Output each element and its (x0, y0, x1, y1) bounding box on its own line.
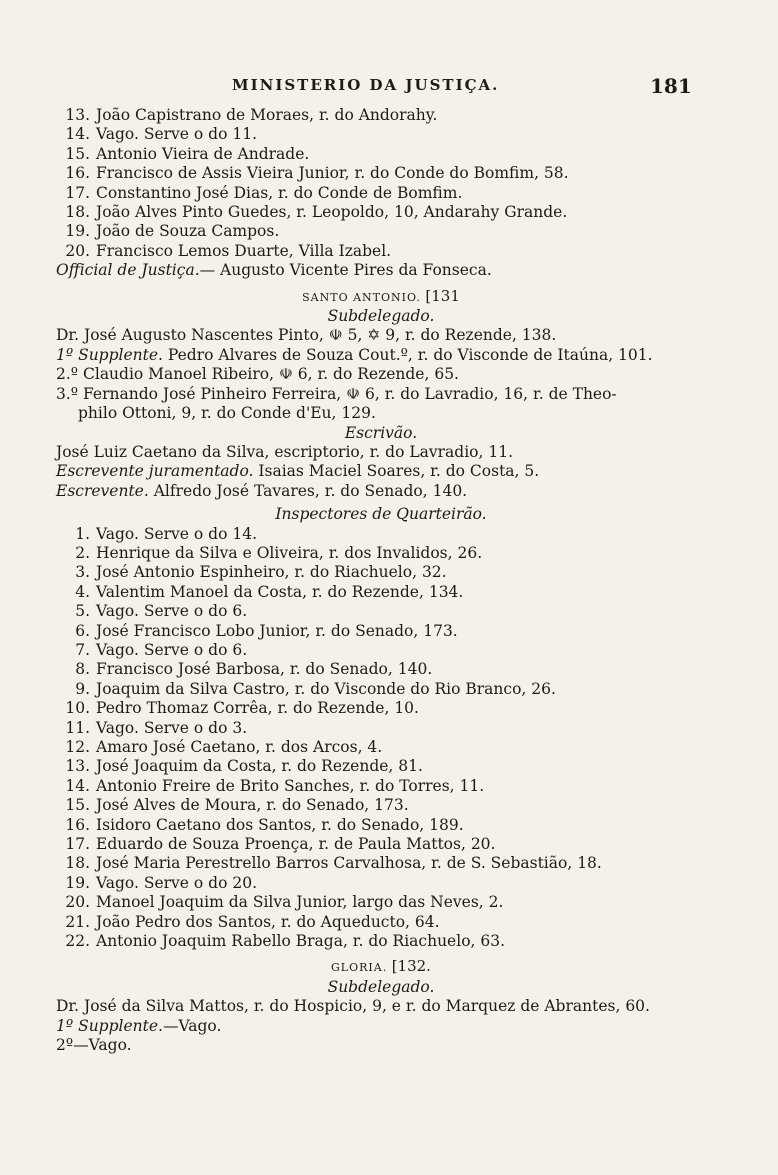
list-item (56, 893, 706, 912)
list-item-number: 9. (75, 679, 90, 698)
list-item-text: João Pedro dos Santos, r. do Aqueducto, 64. (96, 912, 440, 931)
list-item-number: 20. (65, 241, 90, 260)
list-item-number: 18. (65, 854, 90, 873)
escrevente-label: Escrevente. (56, 481, 149, 500)
gloria-subdelegado-line: Dr. José da Silva Mattos, r. do Hospicio, 9, e r. do Marquez de Abrantes, 60. (56, 997, 650, 1016)
escrevente-juramentado-label: Escrevente juramentado. (56, 462, 254, 481)
list-item-text: José Antonio Espinheiro, r. do Riachuelo, 32. (96, 563, 447, 582)
official-label: Official de Justiça. (56, 261, 200, 280)
list-item-number: 16. (65, 164, 90, 183)
page-header (0, 76, 778, 102)
list-item (56, 563, 706, 582)
list-item-number: 3. (75, 563, 90, 582)
list-item (56, 719, 706, 738)
list-item-text: Vago. Serve o do 6. (96, 602, 248, 621)
list-item-number: 4. (75, 582, 90, 601)
subdelegado-line: Dr. José Augusto Nascentes Pinto, ☫ 5, ✡ 9, r. do Rezende, 138. (56, 326, 557, 345)
list-item-text: Pedro Thomaz Corrêa, r. do Rezende, 10. (96, 699, 419, 718)
list-item (56, 583, 706, 602)
list-item-text: Amaro José Caetano, r. dos Arcos, 4. (96, 738, 383, 756)
list-item-number: 20. (65, 893, 90, 912)
list-item (56, 777, 706, 796)
list-item-text: João Alves Pinto Guedes, r. Leopoldo, 10, Andarahy Grande. (96, 203, 568, 222)
subheading-subdelegado: Subdelegado. (327, 307, 435, 326)
subheading-subdelegado: Subdelegado. (327, 977, 435, 996)
supplente-3-continuation: philo Ottoni, 9, r. do Conde d'Eu, 129. (78, 404, 376, 423)
supplente-3-line: 3.º Fernando José Pinheiro Ferreira, ☫ 6, r. do Lavradio, 16, r. de Theo- (56, 384, 617, 403)
supplente-1-label: 1º Supplente. (56, 345, 163, 364)
list-item-text: Antonio Vieira de Andrade. (96, 144, 310, 163)
list-item-text: Henrique da Silva e Oliveira, r. dos Invalidos, 26. (96, 543, 483, 562)
list-item-number: 18. (65, 203, 90, 222)
list-item (56, 164, 706, 183)
list-item-number: 10. (65, 699, 90, 718)
escrevente-text: Alfredo José Tavares, r. do Senado, 140. (153, 481, 468, 500)
list-item (56, 835, 706, 854)
list-item-number: 16. (65, 815, 90, 834)
list-item-text: Joaquim da Silva Castro, r. do Visconde do Rio Branco, 26. (96, 679, 556, 698)
section-number: [132. (391, 957, 431, 976)
list-item-text: Francisco Lemos Duarte, Villa Izabel. (96, 241, 392, 260)
list-item-number: 6. (75, 621, 90, 640)
list-item-number: 22. (65, 932, 90, 951)
section-title: GLORIA. (331, 961, 388, 975)
list-item-text: Manoel Joaquim da Silva Junior, largo das Neves, 2. (96, 893, 504, 912)
list-item-number: 5. (75, 602, 90, 621)
list-item (56, 622, 706, 641)
list-item-number: 19. (65, 222, 90, 241)
list-item-number: 17. (65, 183, 90, 202)
list-item (56, 699, 706, 718)
list-item (56, 660, 706, 679)
list-item (56, 816, 706, 835)
list-item (56, 874, 706, 893)
list-item-text: José Francisco Lobo Junior, r. do Senado, 173. (96, 621, 458, 640)
list-item (56, 145, 706, 164)
list-item-text: Constantino José Dias, r. do Conde de Bomfim. (96, 183, 463, 202)
list-item-text: Vago. Serve o do 3. (96, 718, 248, 737)
list-item-number: 14. (65, 776, 90, 795)
list-item-text: Isidoro Caetano dos Santos, r. do Senado, 189. (96, 815, 464, 834)
list-item-text: Antonio Joaquim Rabello Braga, r. do Riachuelo, 63. (96, 932, 506, 951)
list-item-text: Vago. Serve o do 20. (96, 873, 257, 892)
list-item-text: Vago. Serve o do 11. (96, 125, 257, 144)
list-item (56, 796, 706, 815)
list-item (56, 932, 706, 951)
list-item (56, 184, 706, 203)
continuation-list (56, 106, 706, 261)
list-item (56, 203, 706, 222)
list-item (56, 525, 706, 544)
page-content (56, 106, 706, 1056)
list-item-text: Vago. Serve o do 14. (96, 524, 257, 543)
list-item (56, 913, 706, 932)
list-item (56, 854, 706, 873)
list-item-number: 13. (65, 757, 90, 776)
list-item-text: João de Souza Campos. (96, 222, 280, 241)
gloria-supplente-1-text: —Vago. (162, 1016, 222, 1035)
list-item-number: 7. (75, 640, 90, 659)
official-line (56, 261, 706, 280)
list-item (56, 544, 706, 563)
list-item (56, 641, 706, 660)
escrevente-juramentado-text: Isaias Maciel Soares, r. do Costa, 5. (258, 462, 540, 481)
section-title: SANTO ANTONIO. (302, 290, 421, 304)
list-item-number: 12. (65, 738, 90, 756)
list-item (56, 680, 706, 699)
list-item-text: Francisco de Assis Vieira Junior, r. do Conde do Bomfim, 58. (96, 164, 569, 183)
list-item (56, 125, 706, 144)
list-item-text: Antonio Freire de Brito Sanches, r. do Torres, 11. (96, 776, 485, 795)
list-item-text: José Maria Perestrello Barros Carvalhosa, r. de S. Sebastião, 18. (96, 854, 602, 873)
section-heading-santo-antonio (56, 287, 706, 307)
list-item (56, 738, 706, 757)
list-item-number: 13. (65, 106, 90, 124)
list-item-text: José Joaquim da Costa, r. do Rezende, 81. (96, 757, 423, 776)
section-heading-gloria (56, 957, 706, 977)
list-item (56, 222, 706, 241)
list-item-text: Valentim Manoel da Costa, r. do Rezende, 134. (96, 582, 464, 601)
subheading-escrivao: Escrivão. (344, 423, 418, 442)
list-item-number: 17. (65, 835, 90, 854)
list-item (56, 106, 706, 125)
list-item-text: Eduardo de Souza Proença, r. de Paula Mattos, 20. (96, 835, 496, 854)
gloria-supplente-2-line: 2º—Vago. (56, 1036, 132, 1055)
list-item-number: 21. (65, 912, 90, 931)
inspectores-list (56, 525, 706, 952)
escrivao-line: José Luiz Caetano da Silva, escriptorio, r. do Lavradio, 11. (56, 442, 513, 461)
list-item-text: Vago. Serve o do 6. (96, 640, 248, 659)
official-name: — Augusto Vicente Pires da Fonseca. (199, 261, 492, 280)
list-item-text: José Alves de Moura, r. do Senado, 173. (96, 796, 409, 815)
subheading-inspectores: Inspectores de Quarteirão. (275, 505, 487, 524)
gloria-supplente-1-label: 1º Supplente. (56, 1016, 163, 1035)
running-title: MINISTERIO DA JUSTIÇA. (232, 76, 500, 94)
list-item-number: 19. (65, 873, 90, 892)
list-item-number: 2. (75, 543, 90, 562)
section-number: [131 (425, 286, 460, 305)
supplente-1-text: Pedro Alvares de Souza Cout.º, r. do Visconde de Itaúna, 101. (167, 345, 653, 364)
supplente-1-line (56, 346, 706, 365)
list-item (56, 757, 706, 776)
list-item-text: João Capistrano de Moraes, r. do Andorahy. (96, 106, 438, 124)
list-item-number: 8. (75, 660, 90, 679)
list-item (56, 602, 706, 621)
list-item-number: 15. (65, 796, 90, 815)
list-item-number: 15. (65, 144, 90, 163)
list-item-number: 11. (65, 718, 90, 737)
escrevente-juramentado-line (56, 462, 706, 481)
escrevente-line (56, 482, 706, 501)
list-item (56, 242, 706, 261)
list-item-number: 1. (75, 524, 90, 543)
supplente-2-line: 2.º Claudio Manoel Ribeiro, ☫ 6, r. do Rezende, 65. (56, 365, 459, 384)
page-number: 181 (650, 74, 692, 98)
gloria-supplente-1-line (56, 1017, 706, 1036)
list-item-text: Francisco José Barbosa, r. do Senado, 140. (96, 660, 433, 679)
list-item-number: 14. (65, 125, 90, 144)
